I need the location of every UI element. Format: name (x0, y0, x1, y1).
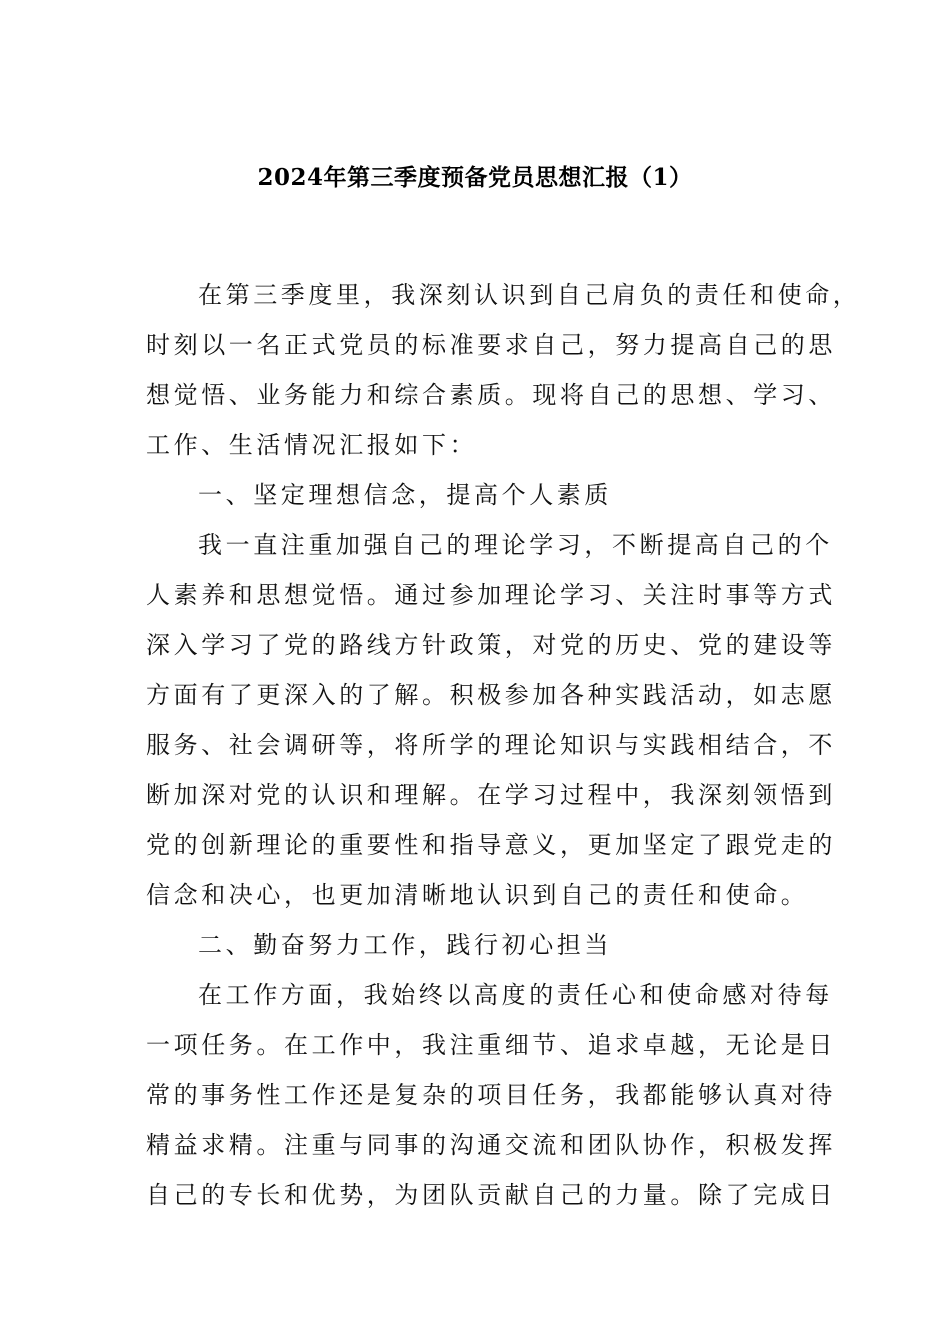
paragraph-line: 工作、生活情况汇报如下： (146, 431, 478, 459)
paragraph-line: 常的事务性工作还是复杂的项目任务，我都能够认真对待 (146, 1081, 836, 1109)
paragraph-line: 时刻以一名正式党员的标准要求自己，努力提高自己的思 (146, 331, 836, 359)
paragraph-line: 在工作方面，我始终以高度的责任心和使命感对待每 (198, 981, 833, 1009)
paragraph-line: 人素养和思想觉悟。通过参加理论学习、关注时事等方式 (146, 581, 836, 609)
paragraph-line: 自己的专长和优势，为团队贡献自己的力量。除了完成日 (146, 1181, 836, 1209)
paragraph-line: 信念和决心，也更加清晰地认识到自己的责任和使命。 (146, 881, 809, 909)
paragraph-line: 党的创新理论的重要性和指导意义，更加坚定了跟党走的 (146, 831, 836, 859)
section-heading-1: 一、坚定理想信念，提高个人素质 (198, 481, 612, 509)
section-heading-2: 二、勤奋努力工作，践行初心担当 (198, 931, 612, 959)
paragraph-line: 我一直注重加强自己的理论学习，不断提高自己的个 (198, 531, 833, 559)
paragraph-line: 在第三季度里，我深刻认识到自己肩负的责任和使命， (198, 281, 861, 309)
document-title: 2024年第三季度预备党员思想汇报（1） (257, 164, 693, 191)
paragraph-line: 断加深对党的认识和理解。在学习过程中，我深刻领悟到 (146, 781, 836, 809)
paragraph-line: 方面有了更深入的了解。积极参加各种实践活动，如志愿 (146, 681, 836, 709)
paragraph-line: 一项任务。在工作中，我注重细节、追求卓越，无论是日 (146, 1031, 836, 1059)
paragraph-line: 服务、社会调研等，将所学的理论知识与实践相结合，不 (146, 731, 836, 759)
paragraph-line: 深入学习了党的路线方针政策，对党的历史、党的建设等 (146, 631, 836, 659)
paragraph-line: 想觉悟、业务能力和综合素质。现将自己的思想、学习、 (146, 381, 836, 409)
paragraph-line: 精益求精。注重与同事的沟通交流和团队协作，积极发挥 (146, 1131, 836, 1159)
